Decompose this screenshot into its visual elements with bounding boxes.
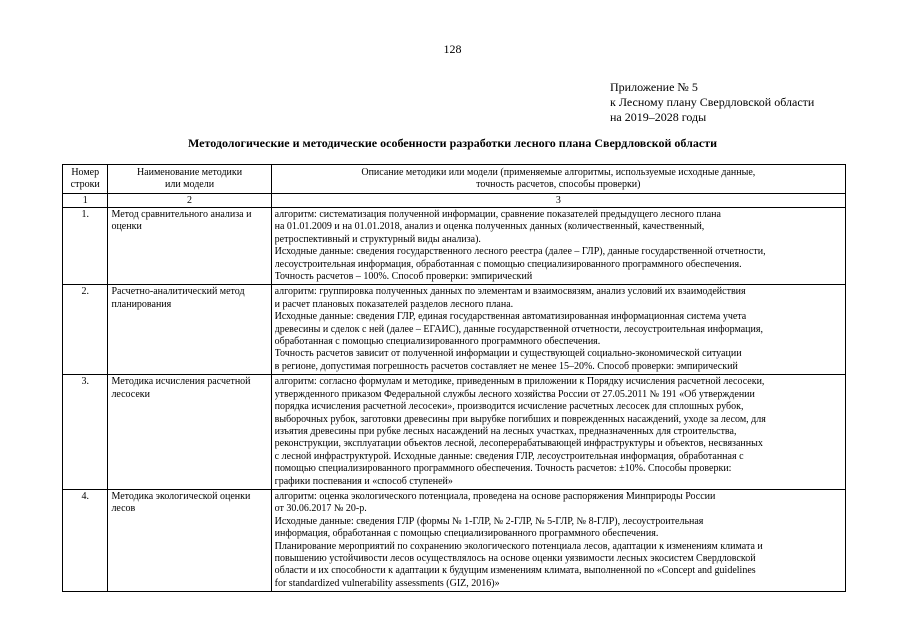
description-line: алгоритм: систематизация полученной информации, сравнение показателей предыдущего лесного плана [274,209,721,220]
description-line: ретроспективный и структурный виды анализа). [274,233,481,245]
row-number: 1. [63,208,108,285]
header-line: точность расчетов, способы проверки) [476,179,641,190]
method-name [108,489,271,591]
description-line: с лесной инфраструктурой. Исходные данные: сведения ГЛР, лесоустроительная информация, обработанная с [274,450,744,462]
description-line: Планирование мероприятий по сохранению экологического потенциала лесов, адаптации к изменениям климата и [274,540,763,552]
description-line: лесоустроительная информация, обработанная с помощью специализированного программного обеспечения. [274,258,742,270]
method-name [108,285,271,375]
method-description [271,285,845,375]
methods-table [62,164,846,592]
document-title: Методологические и методические особенности разработки лесного плана Свердловской области [188,136,717,150]
table-row [63,208,846,285]
column-number: 3 [271,194,845,208]
description-line: и расчет плановых показателей разделов лесного плана. [274,298,514,310]
description-line: помощью специализированного программного обеспечения. Точность расчетов: ±10%. Способы проверки: [274,463,732,475]
method-name-line: Расчетно-аналитический метод [111,286,245,298]
header-description [271,165,845,194]
table-row [63,489,846,591]
description-line: древесины и сделок с ней (далее – ЕГАИС), данные государственной отчетности, лесоустроительная информация, [274,323,763,335]
description-line: на 01.01.2009 и на 01.01.2018, анализ и оценка полученных данных (количественный, качественный, [274,221,705,233]
description-line: Точность расчетов – 100%. Способ проверки: эмпирический [274,271,533,283]
header-row-number [63,165,108,194]
method-name-line: планирования [111,298,172,310]
method-description [271,375,845,490]
annex-block [610,80,814,125]
row-number: 2. [63,285,108,375]
method-description [271,489,845,591]
method-name-line: Методика экологической оценки [111,490,251,502]
header-line: Номер [71,167,100,178]
annex-line: Приложение № 5 [610,80,698,94]
description-line: области и их способности к адаптации к будущим изменениям климата, выполненной по «Concept and guidelines [274,565,756,577]
description-line: обработанная с помощью специализированного программного обеспечения. [274,336,601,348]
row-number: 4. [63,489,108,591]
table-row [63,285,846,375]
method-name-line: лесов [111,503,136,515]
method-name-line: лесосеки [111,388,151,400]
method-name [108,208,271,285]
header-line: или модели [164,179,215,190]
header-method-name [108,165,271,194]
method-name-line: Метод сравнительного анализа и [111,209,252,220]
method-name [108,375,271,490]
column-number: 2 [108,194,271,208]
description-line: изъятия древесины при рубке лесных насаждений на лесных участках, предназначенных для строительства, [274,425,737,437]
column-number: 1 [63,194,108,208]
method-description [271,208,845,285]
description-line: алгоритм: оценка экологического потенциала, проведена на основе распоряжения Минприроды России [274,490,716,502]
description-line: реконструкции, эксплуатации объектов лесной, лесоперерабатывающей инфраструктуры и объектов, несвязанных [274,438,763,450]
table-row [63,375,846,490]
description-line: Точность расчетов зависит от полученной информации и существующей социально-экономической ситуации [274,348,742,360]
header-line: Наименование методики [136,167,243,178]
description-line: Исходные данные: сведения государственного лесного реестра (далее – ГЛР), данные государственной отчетности, [274,246,766,258]
description-line: Исходные данные: сведения ГЛР, единая государственная автоматизированная информационная система учета [274,311,747,323]
page-number: 128 [443,42,462,56]
description-line: Исходные данные: сведения ГЛР (формы № 1-ГЛР, № 2-ГЛР, № 5-ГЛР, № 8-ГЛР), лесоустроительная [274,515,704,527]
description-line: в регионе, допустимая погрешность расчетов составляет не менее 15–20%. Способ проверки: эмпирический [274,360,738,372]
description-line: от 30.06.2017 № 20-р. [274,503,367,515]
description-line: утвержденного приказом Федеральной службы лесного хозяйства России от 27.05.2011 № 191 «Об утверждении [274,388,755,400]
annex-line: к Лесному плану Свердловской области [610,95,815,109]
table-header-row [63,165,846,194]
description-line: информация, обработанная с помощью специализированного программного обеспечения. [274,528,659,540]
method-name-line: оценки [111,221,142,233]
column-number-row [63,194,846,208]
description-line: графики поспевания и «способ ступеней» [274,475,453,487]
row-number: 3. [63,375,108,490]
header-line: Описание методики или модели (применяемые алгоритмы, используемые исходные данные, [361,167,756,178]
description-line: for standardized vulnerability assessments (GIZ, 2016)» [274,577,500,589]
description-line: порядка исчисления расчетной лесосеки», производится исчисление расчетных лесосек для сплошных рубок, [274,401,744,413]
table-body [63,208,846,592]
description-line: алгоритм: группировка полученных данных по элементам и взаимосвязям, анализ условий их взаимодействия [274,286,746,298]
method-name-line: Методика исчисления расчетной [111,376,251,388]
description-line: выборочных рубок, заготовки древесины при вырубке погибших и поврежденных насаждений, уходе за лесом, для [274,413,766,425]
description-line: повышению устойчивости лесов осуществлялось на основе оценки уязвимости лесных экосистем Свердловской [274,552,756,564]
header-line: строки [70,179,100,190]
annex-line: на 2019–2028 годы [610,110,707,124]
description-line: алгоритм: согласно формулам и методике, приведенным в приложении к Порядку исчисления расчетной лесосеки, [274,376,765,388]
